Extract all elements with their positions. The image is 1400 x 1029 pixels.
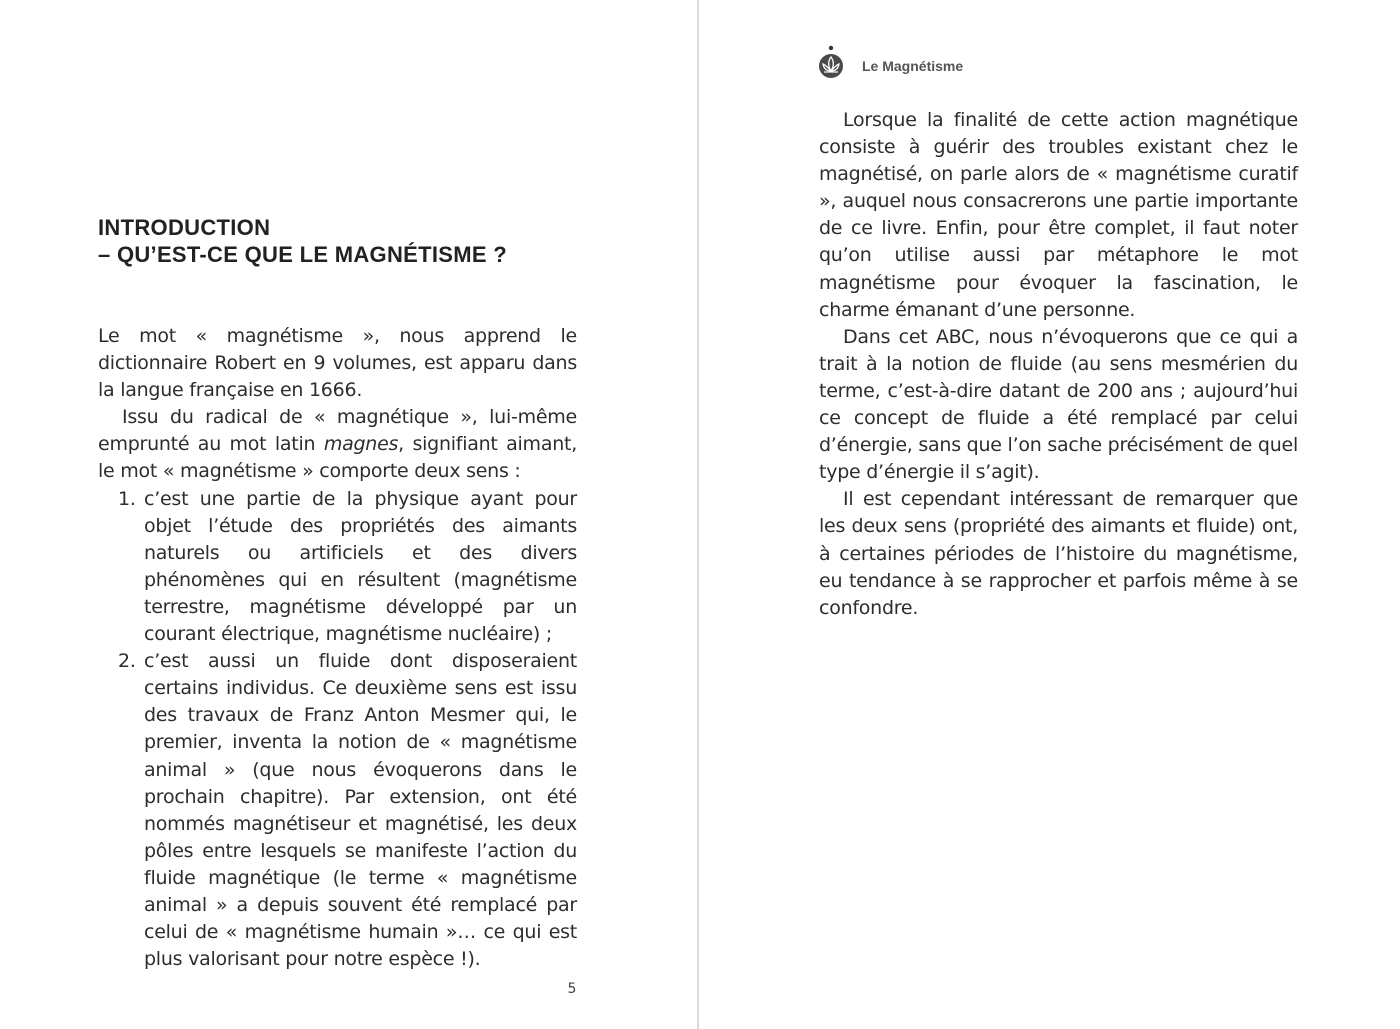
chapter-title bbox=[98, 214, 578, 268]
paragraph: Le mot « magnétisme », nous apprend le dictionnaire Robert en 9 volumes, est apparu dans la langue française en 1666. bbox=[98, 325, 577, 402]
latin-word: magnes bbox=[323, 433, 399, 456]
list-item bbox=[98, 648, 577, 973]
left-page bbox=[0, 0, 697, 1029]
running-header-title: Le Magnétisme bbox=[862, 58, 964, 74]
lotus-icon bbox=[817, 44, 845, 80]
paragraph-with-italic bbox=[98, 404, 577, 485]
left-page-body bbox=[98, 323, 577, 973]
list-item-number: 2. bbox=[118, 650, 136, 673]
list-item-text: c’est une partie de la physique ayant pour objet l’étude des propriétés des aimants naturels ou artificiels et des divers phénomènes qui en résultent (magnétisme terrestre, magnétisme développé par un courant électrique, magnétisme nucléaire) ; bbox=[144, 487, 577, 646]
chapter-title-line-1: INTRODUCTION bbox=[98, 215, 271, 240]
list-item-number: 1. bbox=[118, 487, 136, 510]
paragraph-text: , signifiant aimant, le mot « magnétisme » comporte deux sens : bbox=[98, 433, 577, 483]
list-item bbox=[98, 486, 577, 649]
page-number: 5 bbox=[567, 981, 577, 997]
running-header bbox=[817, 42, 963, 82]
right-page bbox=[699, 0, 1400, 1029]
paragraph: Dans cet ABC, nous n’évoquerons que ce qui a trait à la notion de fluide (au sens mesmérien du terme, c’est-à-dire datant de 200 ans ; aujourd’hui ce concept de fluide a été remplacé par celui d’énergie, sans que l’on sache précisément de quel type d’énergie il s’agit). bbox=[819, 325, 1298, 484]
paragraph: Lorsque la finalité de cette action magnétique consiste à guérir des troubles existant chez le magnétisé, on parle alors de « magnétisme curatif », auquel nous consacrerons une partie importante de ce livre. Enfin, pour être complet, il faut noter qu’on utilise aussi par métaphore le mot magnétisme pour évoquer la fascination, le charme émanant d’une personne. bbox=[819, 109, 1298, 321]
definitions-list bbox=[98, 486, 577, 974]
right-page-body bbox=[819, 107, 1298, 622]
chapter-title-line-2: – QU’EST-CE QUE LE MAGNÉTISME ? bbox=[98, 242, 508, 267]
paragraph-text: Issu du radical de « magnétique », lui-même emprunté au mot latin bbox=[98, 406, 577, 456]
list-item-text: c’est aussi un fluide dont disposeraient certains individus. Ce deuxième sens est issu des travaux de Franz Anton Mesmer qui, le premier, inventa la notion de « magnétisme animal » (que nous évoquerons dans le prochain chapitre). Par extension, ont été nommés magnétiseur et magnétisé, les deux pôles entre lesquels se manifeste l’action du fluide magnétique (le terme « magnétisme animal » a depuis souvent été remplacé par celui de « magnétisme humain »… ce qui est plus valorisant pour notre espèce !). bbox=[144, 650, 577, 971]
paragraph: Il est cependant intéressant de remarquer que les deux sens (propriété des aimants et fluide) ont, à certaines périodes de l’histoire du magnétisme, eu tendance à se rapprocher et parfois même à se confondre. bbox=[819, 488, 1298, 619]
